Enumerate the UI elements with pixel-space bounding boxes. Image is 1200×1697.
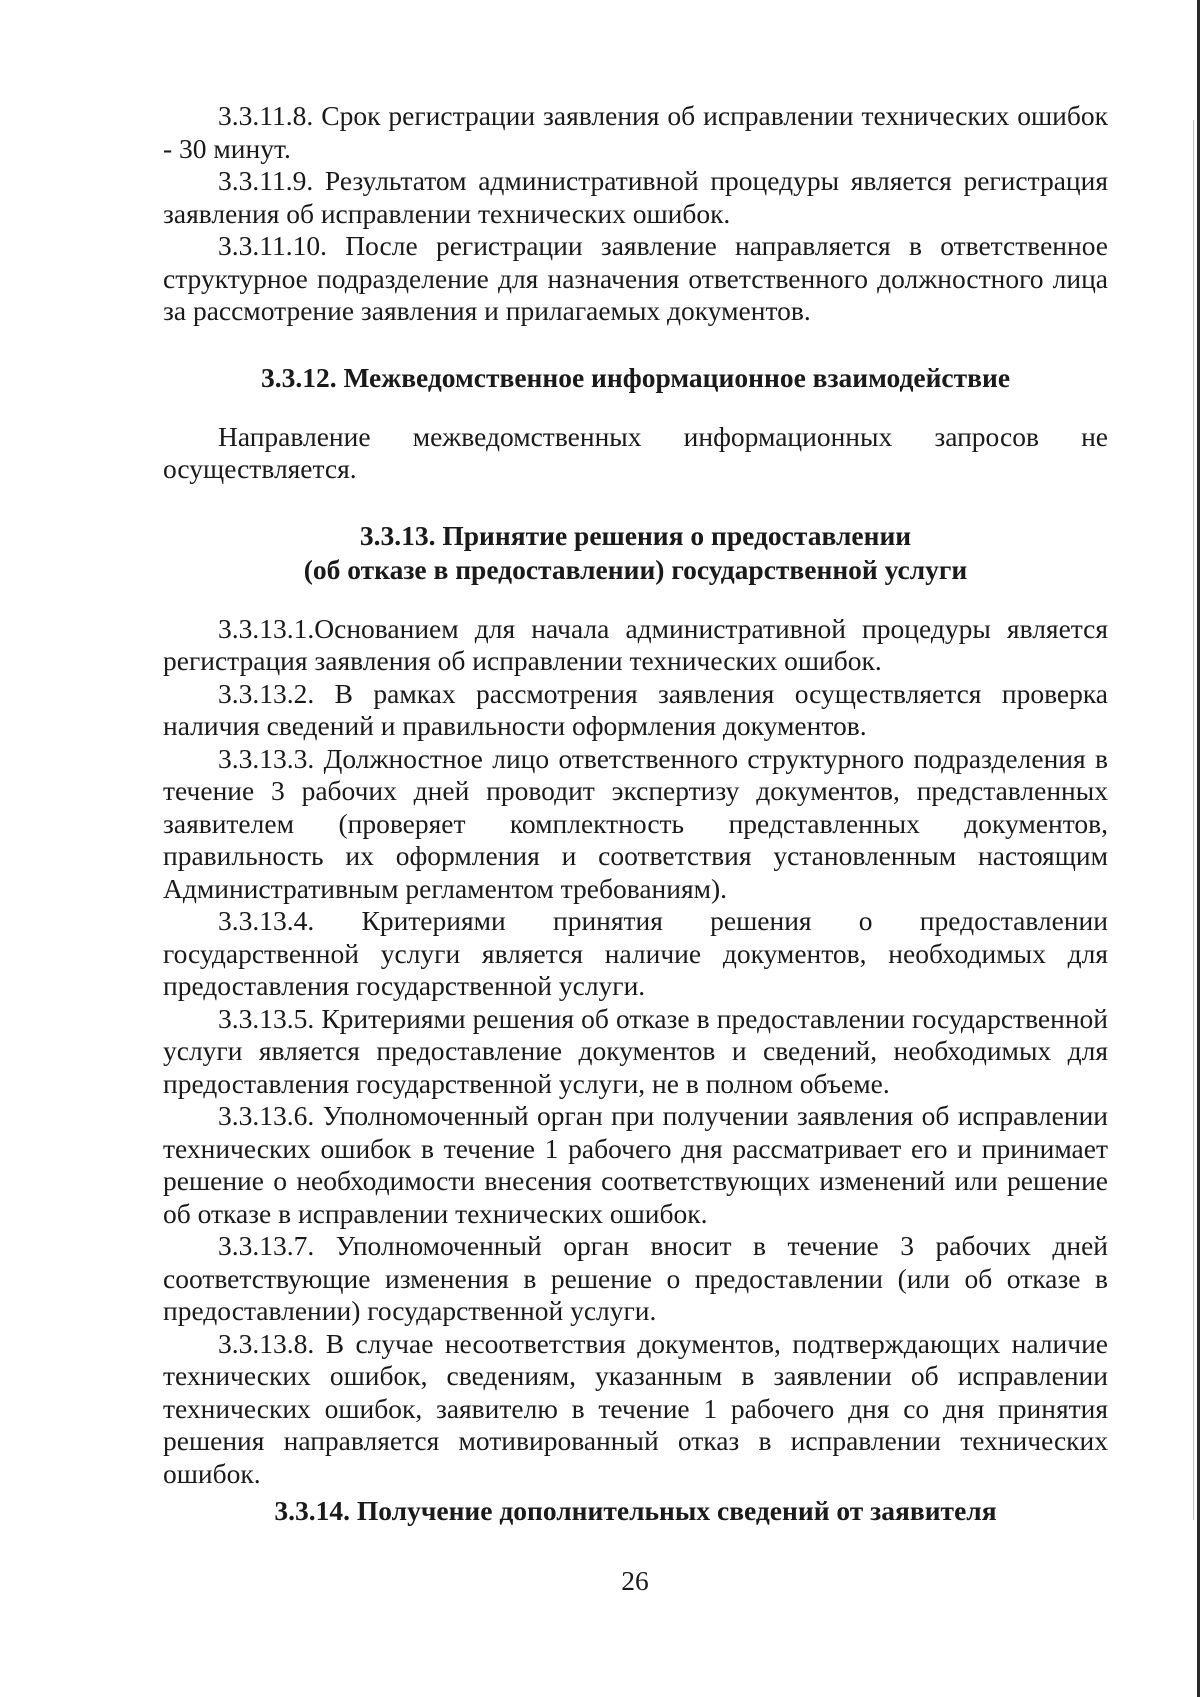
paragraph-3-3-13-3: 3.3.13.3. Должностное лицо ответственного структурного подразделения в течение 3 рабочих дней проводит экспертизу документов, представленных заявителем (проверяет комплектность представленных документов, правильность их оформления и соответствия установленным настоящим Административным регламентом требованиям).: [163, 742, 1108, 904]
paragraph-3-3-13-8: 3.3.13.8. В случае несоответствия документов, подтверждающих наличие технических ошибок, сведениям, указанным в заявлении об исправлении технических ошибок, заявителю в течение 1 рабочего дня со дня принятия решения направляется мотивированный отказ в исправлении технических ошибок.: [163, 1327, 1108, 1489]
paragraph-3-3-13-5: 3.3.13.5. Критериями решения об отказе в предоставлении государственной услуги является предоставление документов и сведений, необходимых для предоставления государственной услуги, не в полном объеме.: [163, 1002, 1108, 1099]
heading-3-3-12: 3.3.12. Межведомственное информационное взаимодействие: [260, 361, 1011, 393]
scan-edge-shadow: [1193, 120, 1194, 1520]
paragraph-3-3-12: Направление межведомственных информационных запросов не осуществляется.: [163, 420, 1108, 484]
heading-3-3-14: 3.3.14. Получение дополнительных сведений от заявителя: [274, 1495, 997, 1526]
heading-3-3-13-line2: (об отказе в предоставлении) государственной услуги: [303, 553, 968, 585]
document-page: [163, 100, 1108, 1528]
paragraph-3-3-11-10: 3.3.11.10. После регистрации заявление направляется в ответственное структурное подразделение для назначения ответственного должностного лица за рассмотрение заявления и прилагаемых документов.: [163, 230, 1108, 326]
paragraph-3-3-13-6: 3.3.13.6. Уполномоченный орган при получении заявления об исправлении технических ошибок в течение 1 рабочего дня рассматривает его и принимает решение о необходимости внесения соответствующих изменений или решение об отказе в исправлении технических ошибок.: [163, 1100, 1108, 1229]
paragraph-3-3-11-8: 3.3.11.8. Срок регистрации заявления об исправлении технических ошибок - 30 минут.: [163, 100, 1108, 164]
paragraph-3-3-13-4: 3.3.13.4. Критериями принятия решения о предоставлении государственной услуги является наличие документов, необходимых для предоставления государственной услуги.: [163, 905, 1108, 1001]
paragraph-3-3-13-2: 3.3.13.2. В рамках рассмотрения заявления осуществляется проверка наличия сведений и правильности оформления документов.: [163, 677, 1108, 741]
paragraph-3-3-11-9: 3.3.11.9. Результатом административной процедуры является регистрация заявления об исправлении технических ошибок.: [163, 165, 1108, 229]
paragraph-3-3-13-7: 3.3.13.7. Уполномоченный орган вносит в течение 3 рабочих дней соответствующие изменения в решение о предоставлении (или об отказе в предоставлении) государственной услуги.: [163, 1230, 1108, 1326]
heading-3-3-13: [163, 519, 1108, 587]
section-3-3-13-body: [163, 613, 1108, 1491]
heading-3-3-13-line1: 3.3.13. Принятие решения о предоставлении: [359, 519, 912, 551]
paragraph-3-3-13-1: 3.3.13.1.Основанием для начала административной процедуры является регистрация заявления об исправлении технических ошибок.: [163, 612, 1108, 676]
page-number: 26: [621, 1565, 649, 1596]
